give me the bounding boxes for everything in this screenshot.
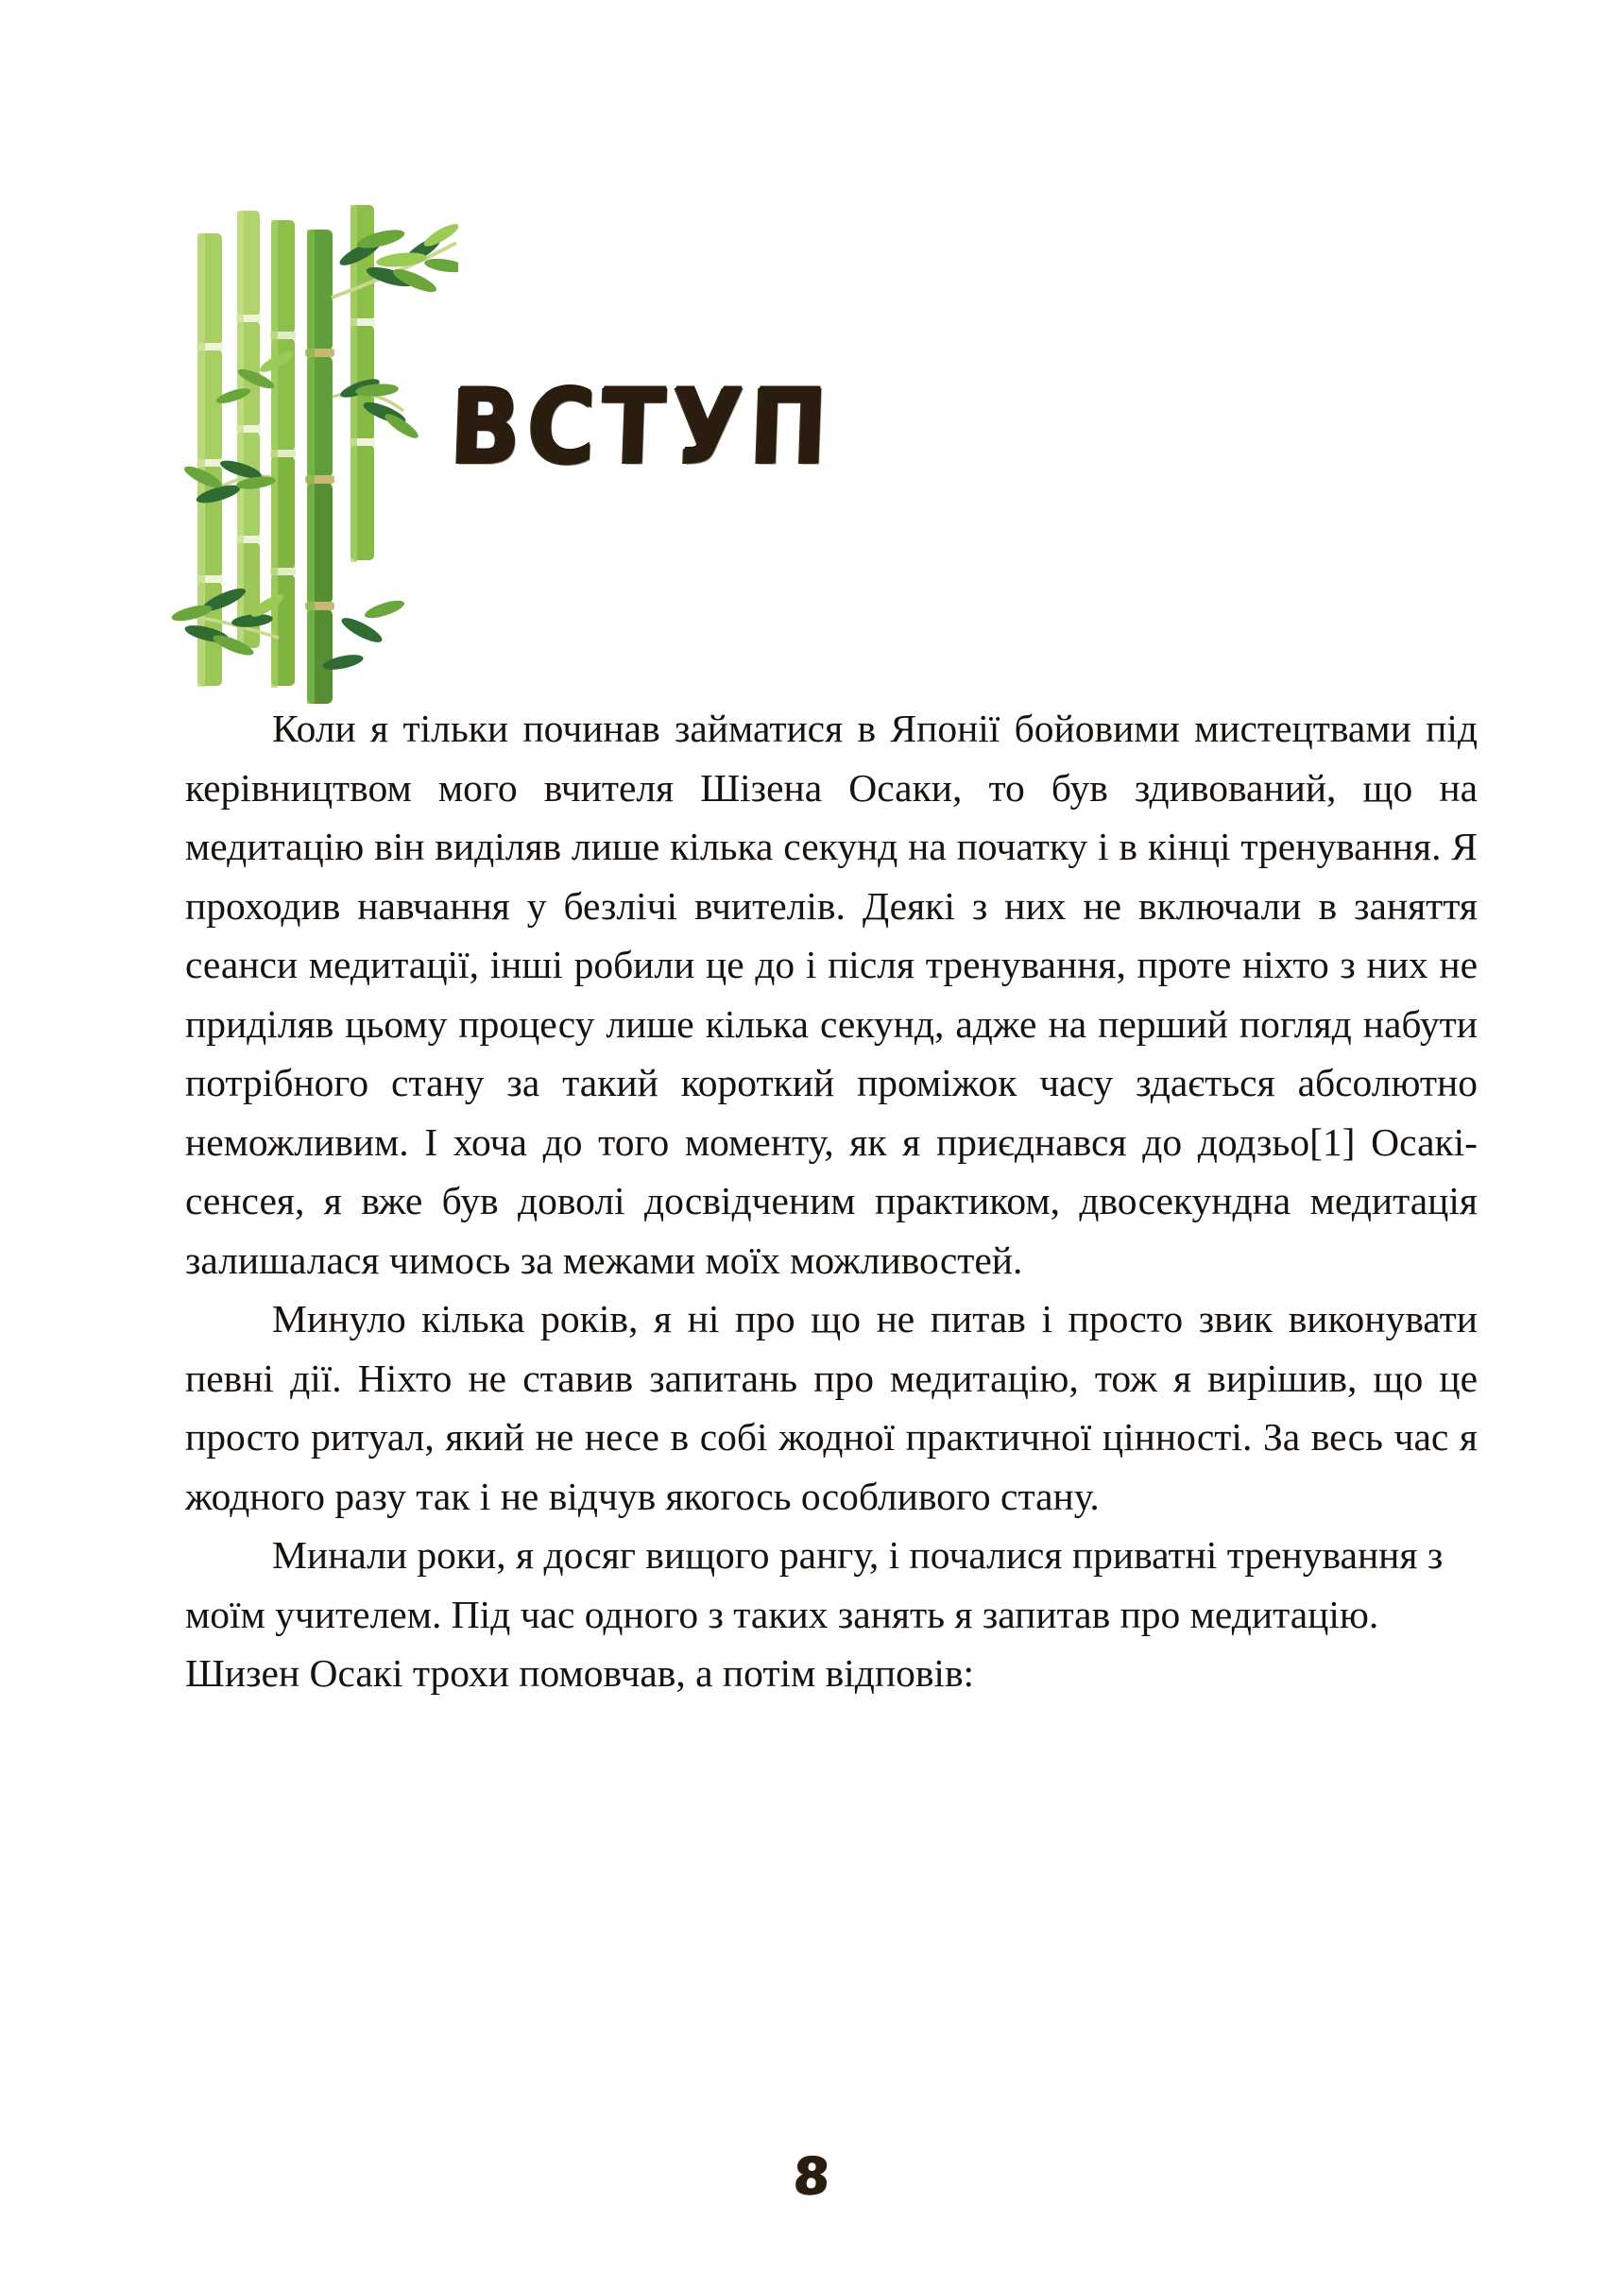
paragraph-2: Минуло кілька років, я ні про що не питав і просто звик виконувати певні дії. Ніхто не ставив запитань про медитацію, тож я вирішив, що це просто ритуал, який не несе в собі жодної практичної цінності. За весь час я жодного разу так і не відчув якогось особливого стану. [185, 1297, 1478, 1518]
chapter-header [0, 0, 1624, 699]
paragraph-3: Минали роки, я досяг вищого рангу, і почалися приватні тренування з моїм учителем. Під час одного з таких занять я запитав про медитацію. Шизен Осакі трохи помовчав, а потім відповів: [185, 1533, 1444, 1695]
paragraph-1-text-before-footnote: Коли я тільки починав займатися в Японії бойовими мистецтвами під керівництвом мого вчителя Шізена Осаки, то був здивований, що на медитацію він виділяв лише кілька секунд на початку і в кінці тренування. Я проходив навчання у безлічі вчителів. Деякі з них не включали в заняття сеанси медитації, інші робили це до і після тренування, проте ніхто з них не приділяв цьому процесу лише кілька секунд, адже на перший погляд набути потрібного стану за такий короткий проміжок часу здається абсолютно неможливим. І хоча до того моменту, як я приєднався до додзьо [185, 707, 1478, 1164]
bamboo-illustration [165, 194, 458, 704]
paragraph-1 [185, 699, 1478, 1289]
footnote-reference-1[interactable]: [1] [1309, 1119, 1356, 1164]
page-number: 8 [792, 2146, 832, 2206]
chapter-title: ВСТУП [447, 367, 836, 488]
chapter-body [185, 699, 1478, 1703]
paragraph-1-text-after-footnote: Осакі-сенсея, я вже був доволі досвідченим практиком, двосекундна медитація залишалася чимось за межами моїх можливостей. [185, 1119, 1479, 1282]
